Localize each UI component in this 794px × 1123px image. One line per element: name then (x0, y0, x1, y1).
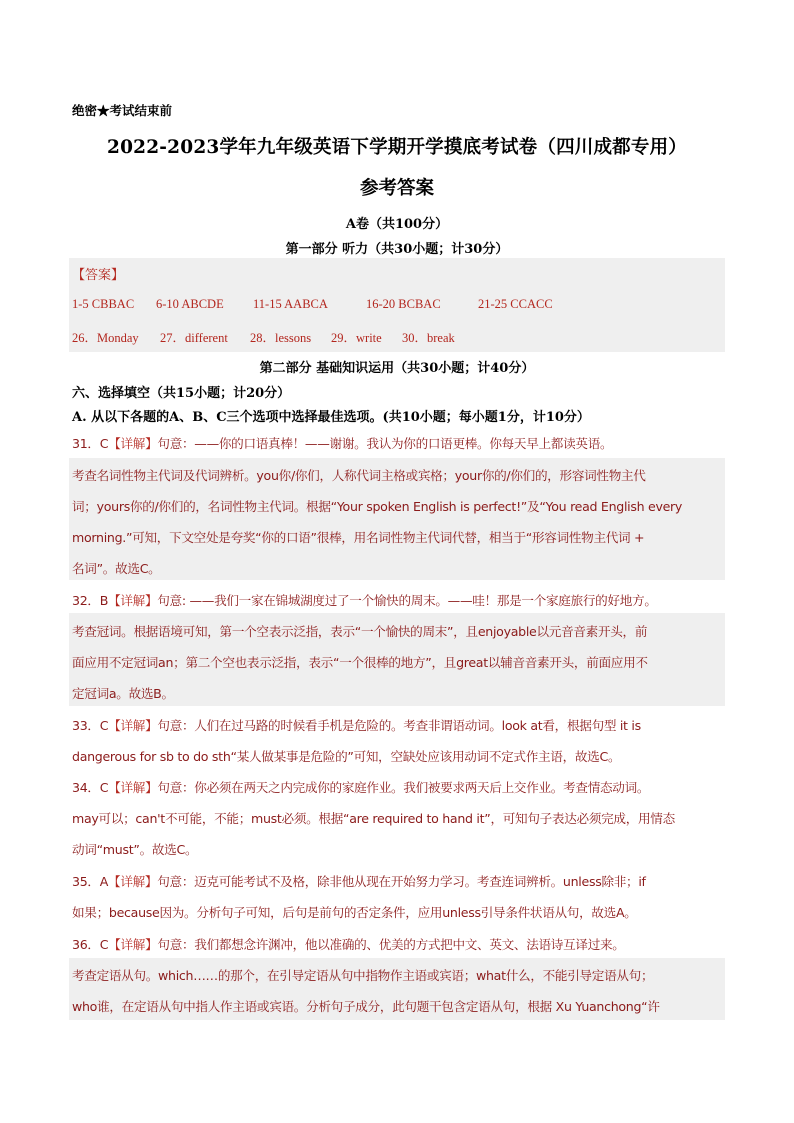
detail-tag: 【详解】 (108, 593, 158, 608)
detail-tag: 【详解】 (108, 780, 158, 795)
sectionA-heading: A. 从以下各题的A、B、C三个选项中选择最佳选项。(共10小题；每小题1分，计10分） (72, 410, 590, 425)
section6-heading: 六、选择填空（共15小题；计20分） (72, 386, 291, 401)
part2-heading: 第二部分 基础知识运用（共30小题；计40分） (259, 361, 535, 376)
answer-tag: 【答案】 (72, 268, 125, 283)
answer-group: 30．break (402, 331, 455, 345)
explanation-line: may可以；can't不可能，不能；must必须。根据“are required to hand it”，可知句子表达必须完成，用情态 (72, 811, 675, 826)
explanation-line: 词；yours你的/你们的，名词性物主代词。根据“Your spoken English is perfect!”及“You read English every (72, 499, 683, 514)
document-title: 2022-2023学年九年级英语下学期开学摸底考试卷（四川成都专用） (107, 137, 687, 158)
answer-group: 16-20 BCBAC (366, 297, 441, 311)
question-34-line (72, 777, 724, 796)
question-text: 句意：你必须在两天之内完成你的家庭作业。我们被要求两天后上交作业。考查情态动词。 (157, 780, 650, 795)
question-number: 33．C (72, 718, 109, 733)
explanation-line: dangerous for sb to do sth“某人做某事是危险的”可知，空缺处应该用动词不定式作主语，故选C。 (72, 749, 621, 764)
explanation-line: 如果；because因为。分析句子可知，后句是前句的否定条件，应用unless引导条件状语从句，故选A。 (72, 905, 637, 920)
question-number: 31．C (72, 436, 109, 451)
question-number: 36．C (72, 937, 109, 952)
detail-tag: 【详解】 (108, 718, 158, 733)
explanation-line: 考查定语从句。which……的那个，在引导定语从句中指物作主语或宾语；what什么，不能引导定语从句； (72, 968, 654, 983)
question-32-line (72, 590, 724, 609)
explanation-line: 名词”。故选C。 (72, 561, 161, 576)
part1-heading: 第一部分 听力（共30小题；计30分） (285, 242, 509, 257)
explanation-line: 考查冠词。根据语境可知，第一个空表示泛指，表示“一个愉快的周末”，且enjoyable以元音音素开头，前 (72, 624, 648, 639)
question-text: 句意: ——我们一家在锦城湖度过了一个愉快的周末。——哇！那是一个家庭旅行的好地方。 (157, 593, 657, 608)
question-number: 35．A (72, 874, 109, 889)
explanation-line: who谁，在定语从句中指人作主语或宾语。分析句子成分，此句题干包含定语从句，根据 Xu Yuanchong“许 (72, 999, 660, 1014)
detail-tag: 【详解】 (108, 874, 158, 889)
question-text: 句意：迈克可能考试不及格，除非他从现在开始努力学习。考查连词辨析。unless除非；if (157, 874, 646, 889)
answer-group: 11-15 AABCA (253, 297, 328, 311)
question-text: 句意：——你的口语真棒！——谢谢。我认为你的口语更棒。你每天早上都读英语。 (157, 436, 613, 451)
document-subtitle: 参考答案 (359, 178, 434, 199)
question-31-line (72, 433, 724, 452)
question-35-line (72, 871, 724, 890)
answer-group: 28．lessons (250, 331, 312, 345)
answer-group: 1-5 CBBAC (72, 297, 135, 311)
explanation-line: 考查名词性物主代词及代词辨析。you你/你们，人称代词主格或宾格；your你的/你们的，形容词性物主代 (72, 468, 646, 483)
answer-group: 21-25 CCACC (478, 297, 553, 311)
explanation-line: 动词“must”。故选C。 (72, 842, 198, 857)
volume-heading: A卷（共100分） (345, 217, 449, 232)
answer-group: 29．write (331, 331, 382, 345)
question-text: 句意：人们在过马路的时候看手机是危险的。考查非谓语动词。look at看，根据句型 it is (157, 718, 641, 733)
answer-group: 27．different (160, 331, 228, 345)
question-text: 句意：我们都想念许渊冲，他以准确的、优美的方式把中文、英文、法语诗互译过来。 (157, 937, 625, 952)
explanation-line: 定冠词a。故选B。 (72, 686, 174, 701)
question-36-line (72, 934, 724, 953)
question-number: 32．B (72, 593, 109, 608)
explanation-line: morning.”可知，下文空处是夸奖“你的口语”很棒，用名词性物主代词代替，相当于“形容词性物主代词 + (72, 530, 645, 545)
answer-group: 26．Monday (72, 331, 139, 345)
detail-tag: 【详解】 (108, 436, 158, 451)
detail-tag: 【详解】 (108, 937, 158, 952)
question-33-line (72, 715, 724, 734)
explanation-line: 面应用不定冠词an；第二个空也表示泛指，表示“一个很棒的地方”，且great以辅音音素开头，前面应用不 (72, 655, 648, 670)
confidential-label: 绝密★考试结束前 (72, 103, 173, 118)
question-number: 34．C (72, 780, 109, 795)
answer-group: 6-10 ABCDE (156, 297, 224, 311)
